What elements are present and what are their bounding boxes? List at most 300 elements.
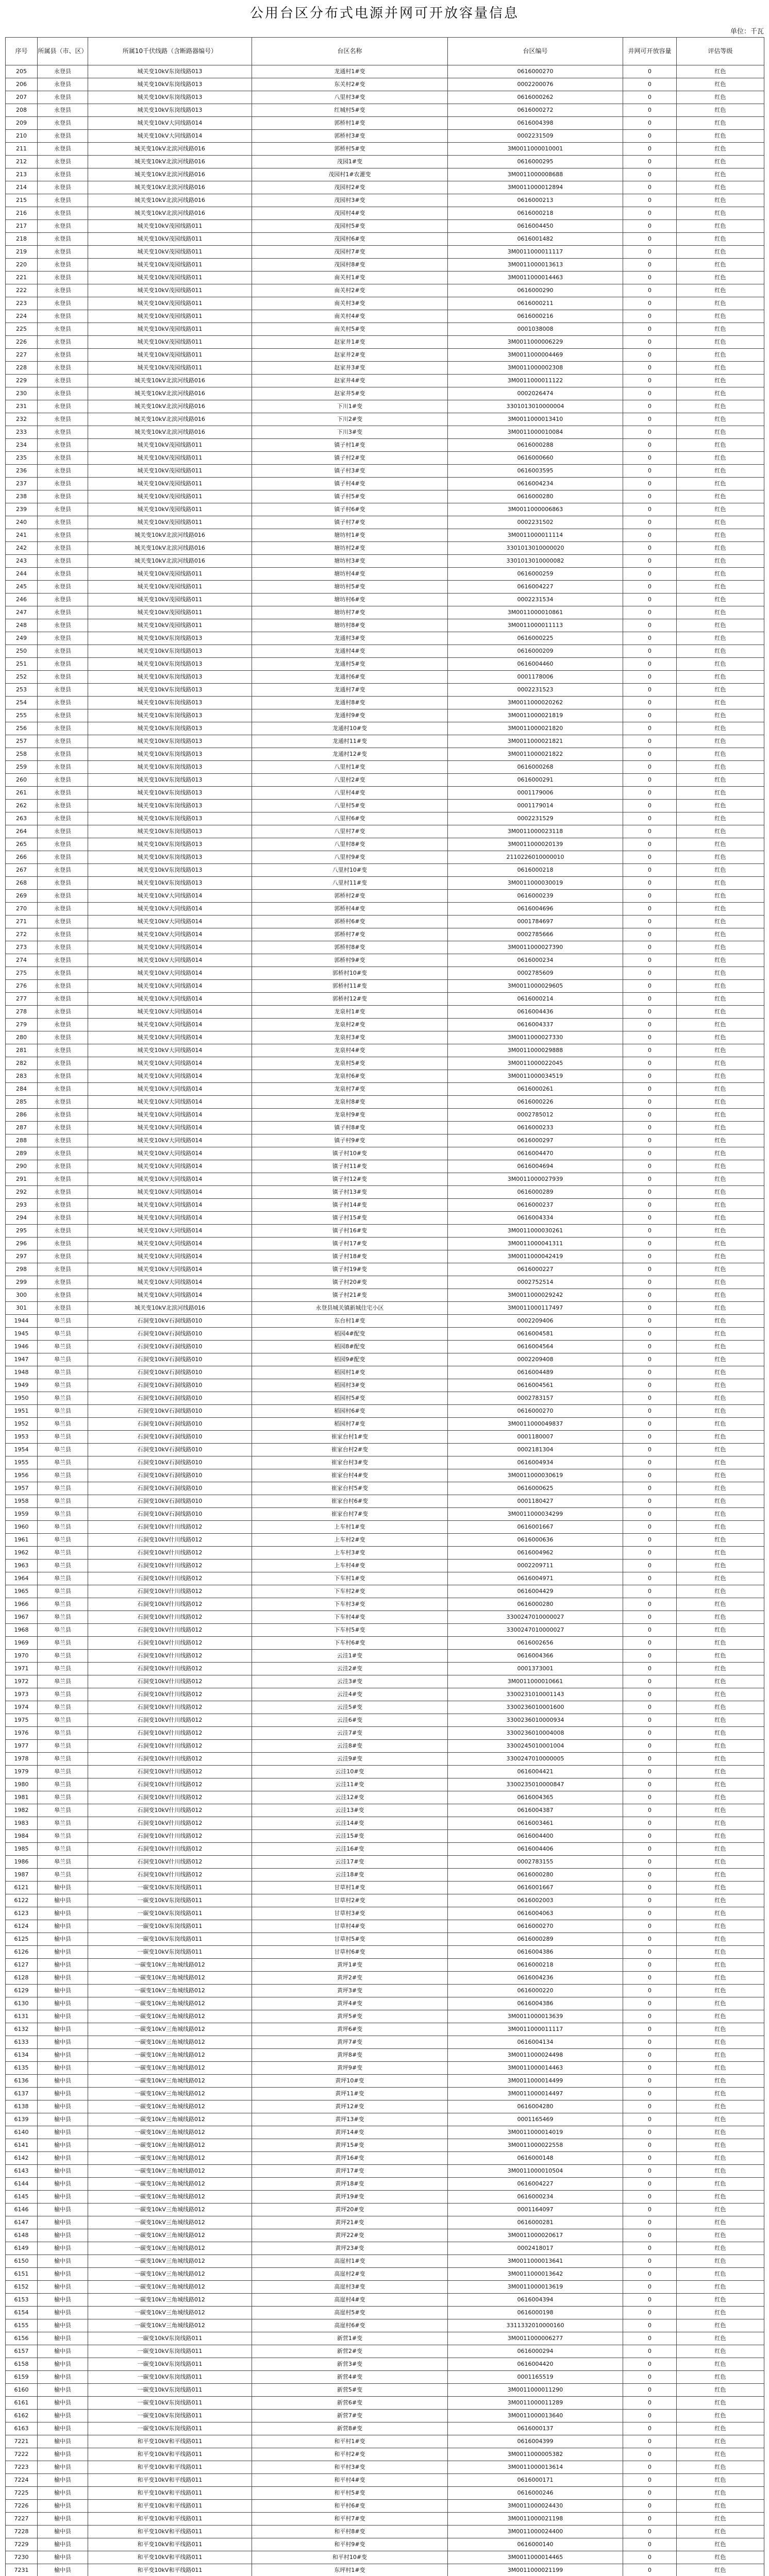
cell-area-name: 龙通村9#变 [252, 709, 448, 722]
cell-seq: 1987 [6, 1869, 38, 1882]
cell-area-name: 郭桥村9#变 [252, 954, 448, 967]
cell-seq: 234 [6, 439, 38, 452]
cell-seq: 6137 [6, 2088, 38, 2100]
cell-seq: 258 [6, 748, 38, 761]
cell-level: 红色 [677, 2500, 764, 2513]
table-row [6, 632, 764, 645]
cell-capacity: 0 [623, 812, 677, 825]
cell-area-name: 新营6#变 [252, 2397, 448, 2410]
cell-area-name: 甘草村3#变 [252, 1907, 448, 1920]
table-row [6, 1263, 764, 1276]
table-row [6, 2036, 764, 2049]
cell-county: 永登县 [38, 310, 88, 323]
cell-capacity: 0 [623, 2358, 677, 2371]
cell-level: 红色 [677, 1250, 764, 1263]
cell-area-code: 0616004386 [448, 1997, 623, 2010]
cell-area-name: 和平村3#变 [252, 2461, 448, 2474]
cell-seq: 6134 [6, 2049, 38, 2062]
cell-level: 红色 [677, 1688, 764, 1701]
cell-area-name: 云洼15#变 [252, 1830, 448, 1843]
cell-seq: 1977 [6, 1740, 38, 1753]
cell-area-code: 0616000220 [448, 1985, 623, 1997]
table-row [6, 1238, 764, 1250]
cell-level: 红色 [677, 1495, 764, 1508]
cell-line: 石洞变10kV什川线路012 [88, 1869, 252, 1882]
cell-area-name: 高崖村2#变 [252, 2268, 448, 2281]
cell-area-code: 0616000218 [448, 1959, 623, 1972]
table-row [6, 1804, 764, 1817]
cell-line: 一碳变10kV东岗线路011 [88, 2358, 252, 2371]
cell-line: 城关变10kV大同线路014 [88, 130, 252, 143]
cell-line: 城关变10kV北滨河线路016 [88, 375, 252, 387]
cell-area-code: 0002209406 [448, 1315, 623, 1328]
cell-county: 永登县 [38, 1302, 88, 1315]
cell-line: 城关变10kV大同线路014 [88, 1160, 252, 1173]
cell-area-name: 黄坪3#变 [252, 1985, 448, 1997]
cell-line: 城关变10kV大同线路014 [88, 941, 252, 954]
cell-county: 永登县 [38, 439, 88, 452]
cell-capacity: 0 [623, 1894, 677, 1907]
cell-area-code: 3M0011000004469 [448, 349, 623, 362]
cell-area-code: 0616004227 [448, 581, 623, 594]
cell-area-name: 新营2#变 [252, 2345, 448, 2358]
cell-line: 城关变10kV东岗线路013 [88, 684, 252, 697]
header-county: 所属县（市、区） [38, 38, 88, 65]
cell-county: 永登县 [38, 1276, 88, 1289]
cell-area-name: 龙通村6#变 [252, 671, 448, 684]
table-row [6, 800, 764, 812]
cell-county: 永登县 [38, 1122, 88, 1134]
cell-capacity: 0 [623, 2422, 677, 2435]
cell-seq: 7227 [6, 2513, 38, 2526]
cell-county: 榆中县 [38, 2204, 88, 2216]
cell-capacity: 0 [623, 426, 677, 439]
cell-county: 永登县 [38, 490, 88, 503]
cell-area-code: 3M0011000020262 [448, 697, 623, 709]
cell-capacity: 0 [623, 1225, 677, 1238]
table-row [6, 1894, 764, 1907]
cell-county: 永登县 [38, 349, 88, 362]
cell-area-name: 云洼11#变 [252, 1778, 448, 1791]
cell-area-code: 3M0011000013410 [448, 413, 623, 426]
cell-capacity: 0 [623, 2564, 677, 2576]
cell-area-code: 0616000291 [448, 774, 623, 787]
cell-county: 榆中县 [38, 2294, 88, 2307]
cell-area-code: 3M0011000024400 [448, 2526, 623, 2538]
cell-county: 永登县 [38, 980, 88, 993]
cell-capacity: 0 [623, 413, 677, 426]
cell-capacity: 0 [623, 735, 677, 748]
table-row [6, 207, 764, 220]
cell-line: 石洞变10kV石洞线路010 [88, 1456, 252, 1469]
cell-seq: 263 [6, 812, 38, 825]
cell-area-code: 3M0011000030261 [448, 1225, 623, 1238]
cell-county: 榆中县 [38, 2191, 88, 2204]
cell-area-name: 八里村3#变 [252, 91, 448, 104]
cell-seq: 300 [6, 1289, 38, 1302]
cell-level: 红色 [677, 877, 764, 890]
cell-seq: 7224 [6, 2474, 38, 2487]
table-row [6, 2474, 764, 2487]
cell-area-code: 3M0011000011117 [448, 2023, 623, 2036]
cell-area-code: 3M0011000014499 [448, 2075, 623, 2088]
cell-line: 石洞变10kV什川线路012 [88, 1611, 252, 1624]
cell-seq: 6156 [6, 2332, 38, 2345]
cell-capacity: 0 [623, 452, 677, 465]
table-row [6, 1959, 764, 1972]
cell-capacity: 0 [623, 2049, 677, 2062]
cell-county: 榆中县 [38, 2448, 88, 2461]
cell-area-name: 黄坪10#变 [252, 2075, 448, 2088]
cell-line: 一碳变10kV三角城线路012 [88, 2139, 252, 2152]
cell-level: 红色 [677, 1186, 764, 1199]
cell-area-code: 0616004134 [448, 2036, 623, 2049]
cell-level: 红色 [677, 2294, 764, 2307]
cell-level: 红色 [677, 349, 764, 362]
cell-county: 永登县 [38, 993, 88, 1006]
cell-county: 永登县 [38, 722, 88, 735]
cell-seq: 6140 [6, 2126, 38, 2139]
cell-seq: 1983 [6, 1817, 38, 1830]
header-line: 所属10千伏线路（含断路器编号） [88, 38, 252, 65]
cell-area-name: 镇子村16#变 [252, 1225, 448, 1238]
cell-area-code: 3M0011000012894 [448, 181, 623, 194]
cell-capacity: 0 [623, 1199, 677, 1212]
cell-level: 红色 [677, 2281, 764, 2294]
cell-seq: 6155 [6, 2319, 38, 2332]
cell-county: 永登县 [38, 542, 88, 555]
cell-area-code: 0616000262 [448, 91, 623, 104]
cell-county: 榆中县 [38, 2178, 88, 2191]
cell-county: 皋兰县 [38, 1637, 88, 1650]
cell-capacity: 0 [623, 2513, 677, 2526]
cell-seq: 6133 [6, 2036, 38, 2049]
cell-county: 永登县 [38, 1096, 88, 1109]
cell-county: 皋兰县 [38, 1431, 88, 1444]
cell-capacity: 0 [623, 65, 677, 78]
cell-level: 红色 [677, 1057, 764, 1070]
table-row [6, 272, 764, 284]
cell-area-name: 甘草村2#变 [252, 1894, 448, 1907]
cell-capacity: 0 [623, 1212, 677, 1225]
cell-capacity: 0 [623, 2410, 677, 2422]
cell-county: 榆中县 [38, 2229, 88, 2242]
cell-capacity: 0 [623, 645, 677, 658]
cell-level: 红色 [677, 2358, 764, 2371]
cell-seq: 6153 [6, 2294, 38, 2307]
cell-capacity: 0 [623, 1817, 677, 1830]
cell-level: 红色 [677, 310, 764, 323]
cell-line: 一碳变10kV三角城线路012 [88, 1997, 252, 2010]
cell-seq: 1947 [6, 1353, 38, 1366]
cell-seq: 262 [6, 800, 38, 812]
cell-seq: 275 [6, 967, 38, 980]
cell-area-name: 上车村4#变 [252, 1560, 448, 1572]
cell-capacity: 0 [623, 1843, 677, 1856]
cell-area-code: 0616000218 [448, 207, 623, 220]
cell-level: 红色 [677, 748, 764, 761]
cell-capacity: 0 [623, 1521, 677, 1534]
table-row [6, 336, 764, 349]
cell-line: 城关变10kV大同线路014 [88, 1225, 252, 1238]
cell-county: 永登县 [38, 194, 88, 207]
cell-area-code: 0616000289 [448, 1933, 623, 1946]
cell-area-code: 0616004696 [448, 903, 623, 916]
cell-area-name: 茂园村5#变 [252, 220, 448, 233]
cell-level: 红色 [677, 2204, 764, 2216]
cell-area-code: 0002231509 [448, 130, 623, 143]
cell-area-code: 0001164097 [448, 2204, 623, 2216]
cell-county: 永登县 [38, 1238, 88, 1250]
cell-capacity: 0 [623, 220, 677, 233]
cell-area-code: 3M0011000013614 [448, 2461, 623, 2474]
cell-line: 城关变10kV北滨河线路016 [88, 156, 252, 168]
cell-level: 红色 [677, 1560, 764, 1572]
cell-line: 城关变10kV大同线路014 [88, 1044, 252, 1057]
cell-county: 永登县 [38, 400, 88, 413]
cell-area-code: 3M0011000002308 [448, 362, 623, 375]
cell-capacity: 0 [623, 143, 677, 156]
cell-line: 石洞变10kV什川线路012 [88, 1856, 252, 1869]
cell-capacity: 0 [623, 1560, 677, 1572]
cell-capacity: 0 [623, 1675, 677, 1688]
cell-county: 榆中县 [38, 2255, 88, 2268]
cell-area-code: 0616000213 [448, 194, 623, 207]
cell-seq: 1961 [6, 1534, 38, 1547]
cell-capacity: 0 [623, 671, 677, 684]
cell-level: 红色 [677, 2023, 764, 2036]
cell-level: 红色 [677, 2397, 764, 2410]
cell-capacity: 0 [623, 2526, 677, 2538]
cell-area-code: 0002785666 [448, 928, 623, 941]
cell-county: 永登县 [38, 658, 88, 671]
cell-area-name: 镇子村4#变 [252, 478, 448, 490]
cell-area-name: 甘草村1#变 [252, 1882, 448, 1894]
cell-level: 红色 [677, 78, 764, 91]
cell-seq: 226 [6, 336, 38, 349]
cell-capacity: 0 [623, 1830, 677, 1843]
cell-capacity: 0 [623, 1946, 677, 1959]
cell-area-name: 高崖村1#变 [252, 2255, 448, 2268]
cell-line: 一碳变10kV三角城线路012 [88, 2307, 252, 2319]
cell-level: 红色 [677, 1238, 764, 1250]
cell-level: 红色 [677, 2088, 764, 2100]
cell-level: 红色 [677, 1611, 764, 1624]
cell-area-code: 0616004489 [448, 1366, 623, 1379]
cell-capacity: 0 [623, 1637, 677, 1650]
cell-level: 红色 [677, 1353, 764, 1366]
cell-line: 石洞变10kV什川线路012 [88, 1585, 252, 1598]
cell-area-name: 云洼3#变 [252, 1675, 448, 1688]
cell-capacity: 0 [623, 400, 677, 413]
table-row [6, 516, 764, 529]
cell-seq: 6136 [6, 2075, 38, 2088]
cell-seq: 209 [6, 117, 38, 130]
table-row [6, 619, 764, 632]
cell-area-name: 赵家井2#变 [252, 349, 448, 362]
cell-level: 红色 [677, 284, 764, 297]
cell-capacity: 0 [623, 2487, 677, 2500]
cell-area-name: 和平村2#变 [252, 2448, 448, 2461]
cell-area-name: 黄坪14#变 [252, 2126, 448, 2139]
cell-area-name: 镇子村18#变 [252, 1250, 448, 1263]
cell-line: 一碳变10kV三角城线路012 [88, 1972, 252, 1985]
cell-capacity: 0 [623, 1482, 677, 1495]
cell-level: 红色 [677, 1624, 764, 1637]
cell-capacity: 0 [623, 697, 677, 709]
cell-seq: 250 [6, 645, 38, 658]
cell-area-name: 龙泉村6#变 [252, 1070, 448, 1083]
cell-area-name: 崔家台村6#变 [252, 1495, 448, 1508]
cell-seq: 6152 [6, 2281, 38, 2294]
cell-seq: 7230 [6, 2551, 38, 2564]
cell-area-name: 和平村10#变 [252, 2551, 448, 2564]
cell-area-code: 0616000209 [448, 645, 623, 658]
cell-area-name: 云洼1#变 [252, 1650, 448, 1663]
cell-level: 红色 [677, 632, 764, 645]
cell-area-code: 3M0011000014463 [448, 272, 623, 284]
cell-seq: 1984 [6, 1830, 38, 1843]
cell-area-code: 0616002656 [448, 1637, 623, 1650]
table-row [6, 542, 764, 555]
cell-level: 红色 [677, 1199, 764, 1212]
table-row [6, 1882, 764, 1894]
cell-line: 城关变10kV茂园线路011 [88, 516, 252, 529]
cell-area-code: 0002181304 [448, 1444, 623, 1456]
cell-seq: 253 [6, 684, 38, 697]
table-row [6, 1869, 764, 1882]
table-row [6, 91, 764, 104]
cell-line: 城关变10kV茂园线路011 [88, 452, 252, 465]
cell-area-code: 0616004406 [448, 1843, 623, 1856]
cell-capacity: 0 [623, 916, 677, 928]
cell-seq: 205 [6, 65, 38, 78]
cell-line: 一碳变10kV三角城线路012 [88, 2152, 252, 2165]
cell-area-code: 3M0011000030019 [448, 877, 623, 890]
table-row [6, 2178, 764, 2191]
table-row [6, 2216, 764, 2229]
cell-county: 永登县 [38, 1070, 88, 1083]
cell-line: 一碳变10kV东岗线路011 [88, 2397, 252, 2410]
cell-county: 榆中县 [38, 2410, 88, 2422]
cell-level: 红色 [677, 2178, 764, 2191]
cell-capacity: 0 [623, 439, 677, 452]
cell-level: 红色 [677, 2075, 764, 2088]
cell-county: 永登县 [38, 838, 88, 851]
cell-county: 皋兰县 [38, 1766, 88, 1778]
table-row [6, 2229, 764, 2242]
table-row [6, 181, 764, 194]
cell-area-name: 龙通村10#变 [252, 722, 448, 735]
cell-level: 红色 [677, 1959, 764, 1972]
cell-line: 城关变10kV大同线路014 [88, 1083, 252, 1096]
cell-capacity: 0 [623, 1456, 677, 1469]
cell-county: 永登县 [38, 709, 88, 722]
cell-county: 皋兰县 [38, 1701, 88, 1714]
cell-area-code: 3M0011000010861 [448, 606, 623, 619]
cell-area-code: 3M0011000014463 [448, 2062, 623, 2075]
cell-level: 红色 [677, 1070, 764, 1083]
cell-county: 皋兰县 [38, 1366, 88, 1379]
cell-seq: 270 [6, 903, 38, 916]
cell-line: 城关变10kV茂园线路011 [88, 272, 252, 284]
cell-level: 红色 [677, 1482, 764, 1495]
cell-county: 榆中县 [38, 2500, 88, 2513]
cell-line: 一碳变10kV三角城线路012 [88, 2113, 252, 2126]
cell-seq: 6129 [6, 1985, 38, 1997]
cell-county: 永登县 [38, 1212, 88, 1225]
cell-county: 永登县 [38, 1250, 88, 1263]
cell-seq: 297 [6, 1250, 38, 1263]
cell-seq: 1965 [6, 1585, 38, 1598]
cell-level: 红色 [677, 838, 764, 851]
cell-level: 红色 [677, 1882, 764, 1894]
table-row [6, 1830, 764, 1843]
table-row [6, 838, 764, 851]
cell-seq: 227 [6, 349, 38, 362]
table-row [6, 941, 764, 954]
cell-line: 石洞变10kV石洞线路010 [88, 1495, 252, 1508]
cell-capacity: 0 [623, 168, 677, 181]
cell-capacity: 0 [623, 1431, 677, 1444]
cell-level: 红色 [677, 1173, 764, 1186]
table-row [6, 1328, 764, 1341]
cell-area-name: 云洼7#变 [252, 1727, 448, 1740]
cell-county: 榆中县 [38, 2435, 88, 2448]
cell-line: 一碳变10kV三角城线路012 [88, 2062, 252, 2075]
cell-area-code: 3M0011000021820 [448, 722, 623, 735]
cell-line: 一碳变10kV三角城线路012 [88, 2242, 252, 2255]
cell-capacity: 0 [623, 606, 677, 619]
cell-level: 红色 [677, 581, 764, 594]
cell-capacity: 0 [623, 2229, 677, 2242]
cell-county: 皋兰县 [38, 1830, 88, 1843]
cell-area-name: 黄坪17#变 [252, 2165, 448, 2178]
cell-level: 红色 [677, 864, 764, 877]
cell-area-code: 0616004337 [448, 1019, 623, 1031]
cell-area-name: 茂园村3#变 [252, 194, 448, 207]
cell-level: 红色 [677, 1907, 764, 1920]
cell-level: 红色 [677, 2474, 764, 2487]
cell-capacity: 0 [623, 748, 677, 761]
cell-area-code: 3300247010000027 [448, 1611, 623, 1624]
cell-area-name: 镇子村20#变 [252, 1276, 448, 1289]
table-row [6, 1353, 764, 1366]
cell-seq: 280 [6, 1031, 38, 1044]
cell-capacity: 0 [623, 2178, 677, 2191]
cell-area-code: 0616004564 [448, 1341, 623, 1353]
cell-level: 红色 [677, 1328, 764, 1341]
cell-county: 永登县 [38, 864, 88, 877]
cell-seq: 6125 [6, 1933, 38, 1946]
cell-capacity: 0 [623, 284, 677, 297]
cell-level: 红色 [677, 2461, 764, 2474]
cell-level: 红色 [677, 465, 764, 478]
cell-capacity: 0 [623, 2461, 677, 2474]
cell-seq: 6163 [6, 2422, 38, 2435]
table-row [6, 916, 764, 928]
table-row [6, 568, 764, 581]
cell-area-code: 0616004334 [448, 1212, 623, 1225]
cell-capacity: 0 [623, 1611, 677, 1624]
cell-area-name: 塘坊村4#变 [252, 568, 448, 581]
cell-level: 红色 [677, 941, 764, 954]
unit-label: 单位：千瓦 [730, 28, 764, 36]
cell-seq: 210 [6, 130, 38, 143]
cell-county: 皋兰县 [38, 1727, 88, 1740]
cell-county: 永登县 [38, 954, 88, 967]
cell-county: 永登县 [38, 967, 88, 980]
